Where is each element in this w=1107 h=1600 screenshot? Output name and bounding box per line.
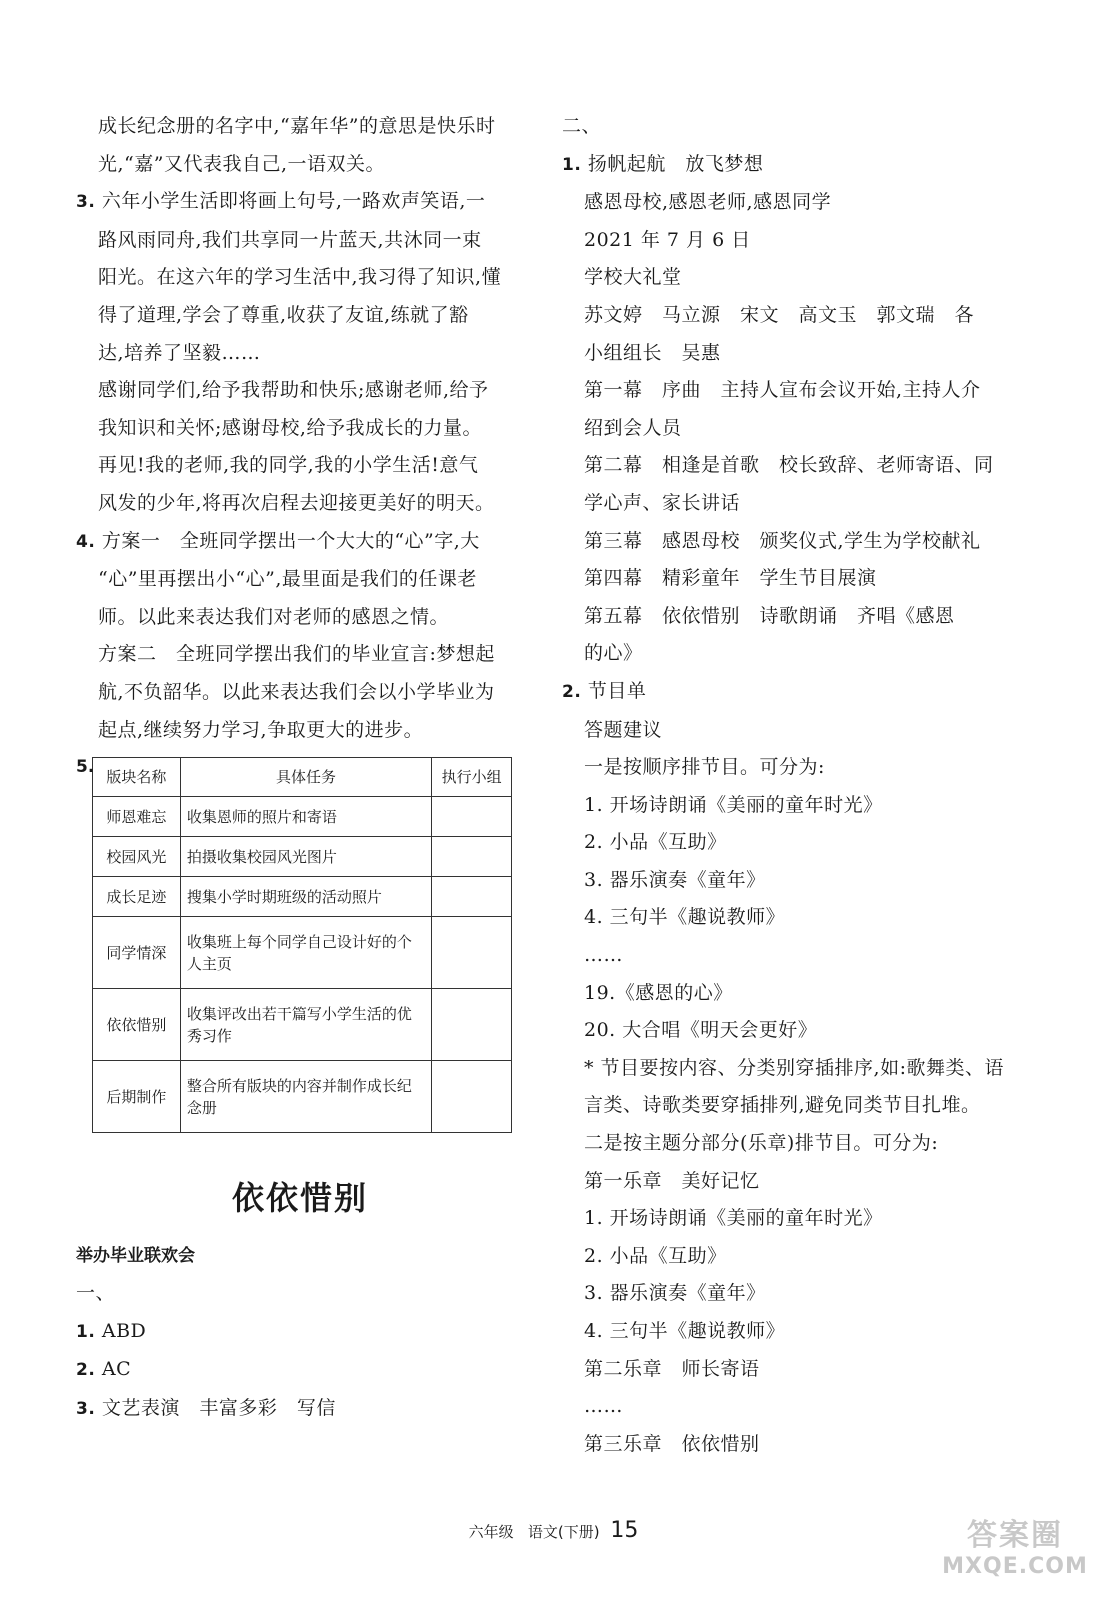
left-column: [76, 108, 524, 1428]
subject-label: 语文(下册): [527, 1523, 600, 1541]
question-1-heading: [562, 146, 1032, 185]
cell-name: 依依惜别: [93, 989, 181, 1061]
answer-line: 绍到会人员: [584, 416, 682, 439]
cell-group: [432, 837, 512, 877]
page-number: 15: [610, 1518, 639, 1543]
answer-line: 2. 小品《互助》: [584, 1244, 727, 1267]
task-table: [92, 757, 512, 1133]
question-number: 1.: [562, 154, 582, 175]
cell-name: 成长足迹: [93, 877, 181, 917]
answer-line: 第一乐章 美好记忆: [584, 1169, 760, 1192]
cell-name: 师恩难忘: [93, 797, 181, 837]
text-line: “心”里再摆出小“心”,最里面是我们的任课老: [98, 568, 477, 591]
cell-name: 校园风光: [93, 837, 181, 877]
cell-group: [432, 877, 512, 917]
answer-line: 学心声、家长讲话: [584, 491, 741, 514]
cell-name: 后期制作: [93, 1061, 181, 1133]
text-line: 达,培养了坚毅……: [98, 341, 261, 364]
answer-line: 答题建议: [584, 718, 663, 741]
answer-number: 3.: [76, 1398, 96, 1419]
cell-task: 拍摄收集校园风光图片: [180, 837, 431, 877]
table-row: [93, 877, 512, 917]
answer-line: 第三幕 感恩母校 颁奖仪式,学生为学校献礼: [584, 529, 981, 552]
cell-task: 收集恩师的照片和寄语: [180, 797, 431, 837]
table-row: [93, 797, 512, 837]
answer-line: * 节目要按内容、分类别穿插排序,如:歌舞类、语: [584, 1056, 1004, 1079]
text-line: 阳光。在这六年的学习生活中,我习得了知识,懂: [98, 266, 502, 289]
question-3: [76, 183, 524, 522]
answer-line: 4. 三句半《趣说教师》: [584, 906, 786, 929]
question-number: 4.: [76, 531, 96, 552]
table-row: [93, 917, 512, 989]
answer-text: AC: [101, 1358, 132, 1381]
paragraph-top: [76, 108, 524, 183]
table-row: [93, 1061, 512, 1133]
question-number: 2.: [562, 681, 582, 702]
question-5: [76, 757, 524, 1133]
text-line: 起点,继续努力学习,争取更大的进步。: [98, 718, 424, 741]
text-line: 得了道理,学会了尊重,收获了友谊,练就了豁: [98, 303, 469, 326]
question-title: 扬帆起航 放飞梦想: [587, 152, 764, 175]
right-column: [562, 108, 1032, 1463]
answer-item: [76, 1390, 524, 1429]
answer-item: [76, 1313, 524, 1352]
cell-name: 同学情深: [93, 917, 181, 989]
text-line: 成长纪念册的名字中,“嘉年华”的意思是快乐时: [98, 115, 496, 137]
answer-line: ……: [584, 944, 623, 967]
watermark-url: MXQE.COM: [942, 1554, 1088, 1579]
answer-line: 第二幕 相逢是首歌 校长致辞、老师寄语、同: [584, 454, 994, 477]
answer-line: 一是按顺序排节目。可分为:: [584, 756, 825, 779]
cell-group: [432, 1061, 512, 1133]
answer-line: 第一幕 序曲 主持人宣布会议开始,主持人介: [584, 379, 981, 402]
cell-task: 搜集小学时期班级的活动照片: [180, 877, 431, 917]
answer-line: 2021 年 7 月 6 日: [584, 228, 751, 251]
question-2-answers: [562, 712, 1032, 1464]
answer-line: 20. 大合唱《明天会更好》: [584, 1019, 818, 1042]
answer-text: ABD: [101, 1319, 147, 1342]
answer-line: 二是按主题分部分(乐章)排节目。可分为:: [584, 1132, 939, 1155]
text-line: 航,不负韶华。以此来表达我们会以小学毕业为: [98, 680, 495, 703]
answer-line: 感恩母校,感恩老师,感恩同学: [584, 191, 832, 214]
grade-label: 六年级: [468, 1523, 514, 1541]
answer-line: 学校大礼堂: [584, 266, 682, 289]
answer-line: 第四幕 精彩童年 学生节目展演: [584, 567, 877, 590]
answer-line: 言类、诗歌类要穿插排列,避免同类节目扎堆。: [584, 1094, 981, 1117]
table-row: [93, 989, 512, 1061]
answer-line: 2. 小品《互助》: [584, 831, 727, 854]
watermark-logo: [935, 1510, 1095, 1590]
watermark-text: 答案圈: [967, 1518, 1063, 1553]
cell-task: 收集班上每个同学自己设计好的个人主页: [180, 917, 431, 989]
text-line: 我知识和关怀;感谢母校,给予我成长的力量。: [98, 416, 482, 439]
cell-task: 整合所有版块的内容并制作成长纪念册: [180, 1061, 431, 1133]
column-header: 版块名称: [93, 758, 181, 797]
part-heading: 一、: [76, 1282, 116, 1305]
cell-group: [432, 989, 512, 1061]
column-header: 具体任务: [180, 758, 431, 797]
answer-line: 第五幕 依依惜别 诗歌朗诵 齐唱《感恩: [584, 604, 955, 627]
answer-line: 19.《感恩的心》: [584, 981, 733, 1004]
question-4: [76, 523, 524, 750]
text-line: 风发的少年,将再次启程去迎接更美好的明天。: [98, 491, 495, 514]
text-line: 再见!我的老师,我的同学,我的小学生活!意气: [98, 454, 479, 477]
table-header-row: [93, 758, 512, 797]
answer-number: 1.: [76, 1321, 96, 1342]
answer-line: 小组组长 吴惠: [584, 341, 721, 364]
question-title: 节目单: [587, 679, 647, 702]
answer-line: 1. 开场诗朗诵《美丽的童年时光》: [584, 1207, 883, 1230]
answer-item: [76, 1351, 524, 1390]
text-line: 六年小学生活即将画上句号,一路欢声笑语,一: [101, 190, 486, 213]
column-header: 执行小组: [432, 758, 512, 797]
answer-line: 1. 开场诗朗诵《美丽的童年时光》: [584, 793, 883, 816]
answer-line: 第三乐章 依依惜别: [584, 1432, 760, 1455]
section-title: 依依惜别: [231, 1179, 368, 1218]
text-line: 路风雨同舟,我们共享同一片蓝天,共沐同一束: [98, 228, 482, 251]
cell-group: [432, 917, 512, 989]
text-line: 方案二 全班同学摆出我们的毕业宣言:梦想起: [98, 643, 495, 666]
sub-title: 举办毕业联欢会: [76, 1246, 195, 1267]
answer-number: 2.: [76, 1360, 96, 1381]
question-number: 3.: [76, 192, 96, 213]
cell-group: [432, 797, 512, 837]
text-line: 光,“嘉”又代表我自己,一语双关。: [98, 152, 386, 175]
cell-task: 收集评改出若干篇写小学生活的优秀习作: [180, 989, 431, 1061]
part-heading: 二、: [562, 115, 602, 137]
text-line: 方案一 全班同学摆出一个大大的“心”字,大: [101, 529, 480, 552]
answer-text: 文艺表演 丰富多彩 写信: [101, 1396, 336, 1419]
text-line: 师。以此来表达我们对老师的感恩之情。: [98, 605, 450, 628]
text-line: 感谢同学们,给予我帮助和快乐;感谢老师,给予: [98, 379, 489, 402]
table-row: [93, 837, 512, 877]
answer-line: 3. 器乐演奏《童年》: [584, 1282, 766, 1305]
answer-line: 4. 三句半《趣说教师》: [584, 1320, 786, 1342]
question-2-heading: [562, 673, 1032, 712]
question-number: 5.: [76, 757, 95, 778]
answer-line: 第二乐章 师长寄语: [584, 1357, 760, 1380]
answer-line: 3. 器乐演奏《童年》: [584, 868, 766, 891]
answer-line: 的心》: [584, 642, 643, 665]
answer-line: 苏文婷 马立源 宋文 高文玉 郭文瑞 各: [584, 303, 975, 326]
question-1-answers: [562, 184, 1032, 673]
answer-line: ……: [584, 1395, 623, 1418]
